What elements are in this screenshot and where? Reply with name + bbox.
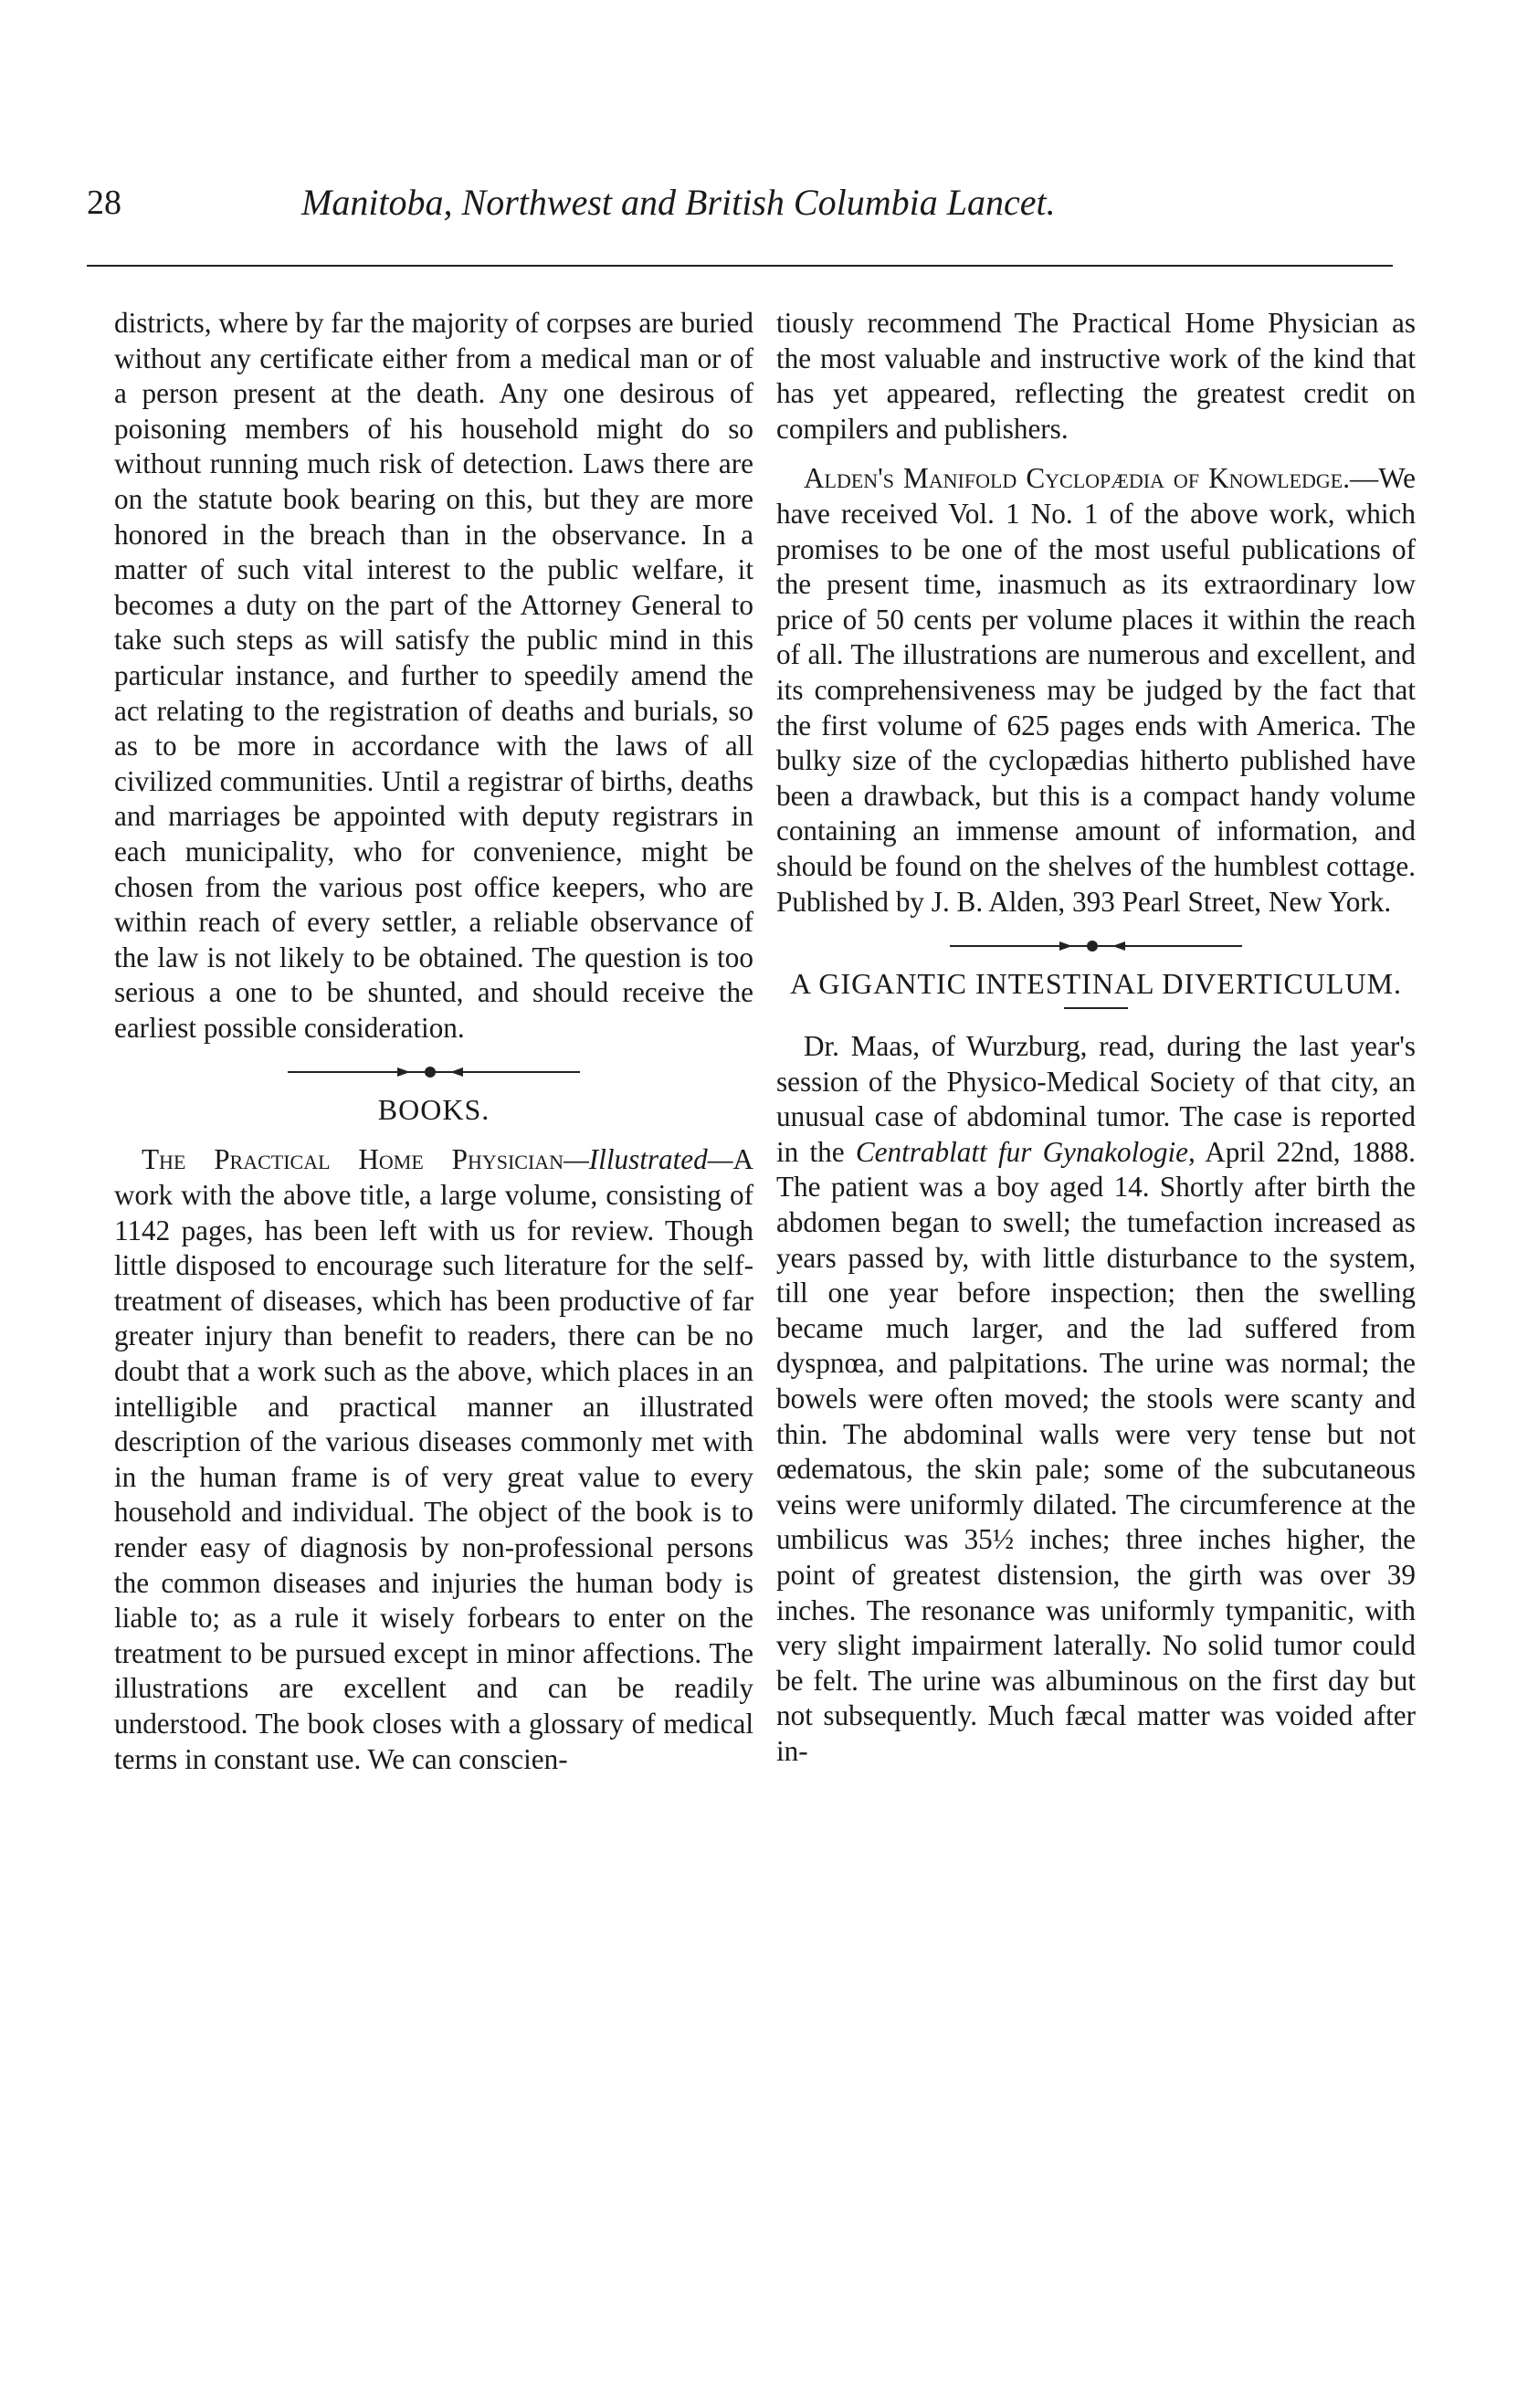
page-number: 28 bbox=[87, 184, 121, 222]
paragraph-recommendation: tiously recommend The Practical Home Physician as the most valuable and instructive work of the kind that has yet appeared, reflecting the greatest credit on compilers and publishers. bbox=[776, 307, 1416, 445]
book-subtitle: —Illustrated— bbox=[564, 1143, 733, 1176]
journal-title: Centrablatt fur Gynakologie, bbox=[855, 1135, 1196, 1168]
alden-review-text: —We have received Vol. 1 No. 1 of the above work, which promises to be one of the most useful publications of the present time, inasmuch as its extraordinary low price of 50 cents per volume places it within the reach of all. The illustrations are numerous and excellent, and its comprehensiveness may be judged by the fact that the first volume of 625 pages ends with America. The bulky size of the cyclopædias hitherto published have been a drawback, but this is a compact handy volume containing an immense amount of information, and should be found on the shelves of the humblest cottage. Published by J. B. Alden, 393 Pearl Street, New York. bbox=[776, 462, 1416, 918]
paragraph-registration: districts, where by far the majority of corpses are buried without any certificate either from a medical man or of a person present at the death. Any one desirous of poisoning members of his household might do so without running much risk of detection. Laws there are on the statute book bearing on this, but they are more honored in the breach than in the observance. In a matter of such vital interest to the public welfare, it becomes a duty on the part of the Attorney General to take such steps as will satisfy the public mind in this particular instance, and further to speedily amend the act relating to the registration of deaths and burials, so as to be more in accordance with the laws of all civilized communities. Until a registrar of births, deaths and marriages be appointed with deputy registrars in each municipality, who for convenience, might be chosen from the various post office keepers, who are within reach of every settler, a reliable observance of the law is not likely to be obtained. The question is too serious a one to be shunted, and should receive the earliest possible consideration. bbox=[114, 307, 753, 1044]
book-title: The Practical Home Physician bbox=[142, 1143, 564, 1176]
left-column bbox=[114, 306, 753, 1777]
right-column bbox=[776, 306, 1416, 1770]
article-text-a: Dr. Maas, of Wurzburg, read, during the last year's session of the Physico-Medical Society of that city, an unusual case of abdominal tumor. The case is reported in the bbox=[776, 1030, 1416, 1168]
book-title-alden: Alden's Manifold Cyclopædia of Knowledge. bbox=[804, 462, 1351, 495]
short-divider bbox=[1064, 1007, 1128, 1009]
article-text-b: April 22nd, 1888. The patient was a boy aged 14. Shortly after birth the abdomen began to swell; the tumefaction increased as years passed by, with little disturbance to the system, till one year before inspection; then the swelling became much larger, and the lad suffered from dyspnœa, and palpitations. The urine was normal; the bowels were often moved; the stools were scanty and thin. The abdominal walls were very tense but not œdematous, the skin pale; some of the subcutaneous veins were uniformly dilated. The circumference at the umbilicus was 35½ inches; three inches higher, the point of greatest distension, the girth was over 39 inches. The resonance was uniformly tympanitic, with very slight impairment laterally. No solid tumor could be felt. The urine was albuminous on the first day but not subsequently. Much fæcal matter was voided after in- bbox=[776, 1135, 1416, 1767]
header-rule bbox=[87, 265, 1393, 267]
running-title: Manitoba, Northwest and British Columbia Lancet. bbox=[301, 182, 1056, 223]
book-review-practical-home-physician bbox=[114, 1142, 753, 1777]
article-body bbox=[776, 1029, 1416, 1769]
books-heading: BOOKS. bbox=[377, 1093, 490, 1127]
section-divider-right bbox=[950, 940, 1242, 952]
article-heading: A GIGANTIC INTESTINAL DIVERTICULUM. bbox=[789, 967, 1403, 1001]
book-review-text: A work with the above title, a large volume, consisting of 1142 pages, has been left with us for review. Though little disposed to encourage such literature for the self-treatment of diseases, which has been productive of far greater injury than benefit to readers, there can be no doubt that a work such as the above, which places in an intelligible and practical manner an illustrated description of the various diseases commonly met with in the human frame is of very great value to every household and individual. The object of the book is to render easy of diagnosis by non-professional persons the common diseases and injuries the human body is liable to; as a rule it wisely forbears to enter on the treatment to be pursued except in minor affections. The illustrations are excellent and can be readily understood. The book closes with a glossary of medical terms in constant use. We can conscien- bbox=[114, 1143, 753, 1775]
section-divider bbox=[288, 1066, 580, 1078]
page-header bbox=[87, 183, 1416, 247]
book-review-aldens-cyclopaedia bbox=[776, 461, 1416, 920]
